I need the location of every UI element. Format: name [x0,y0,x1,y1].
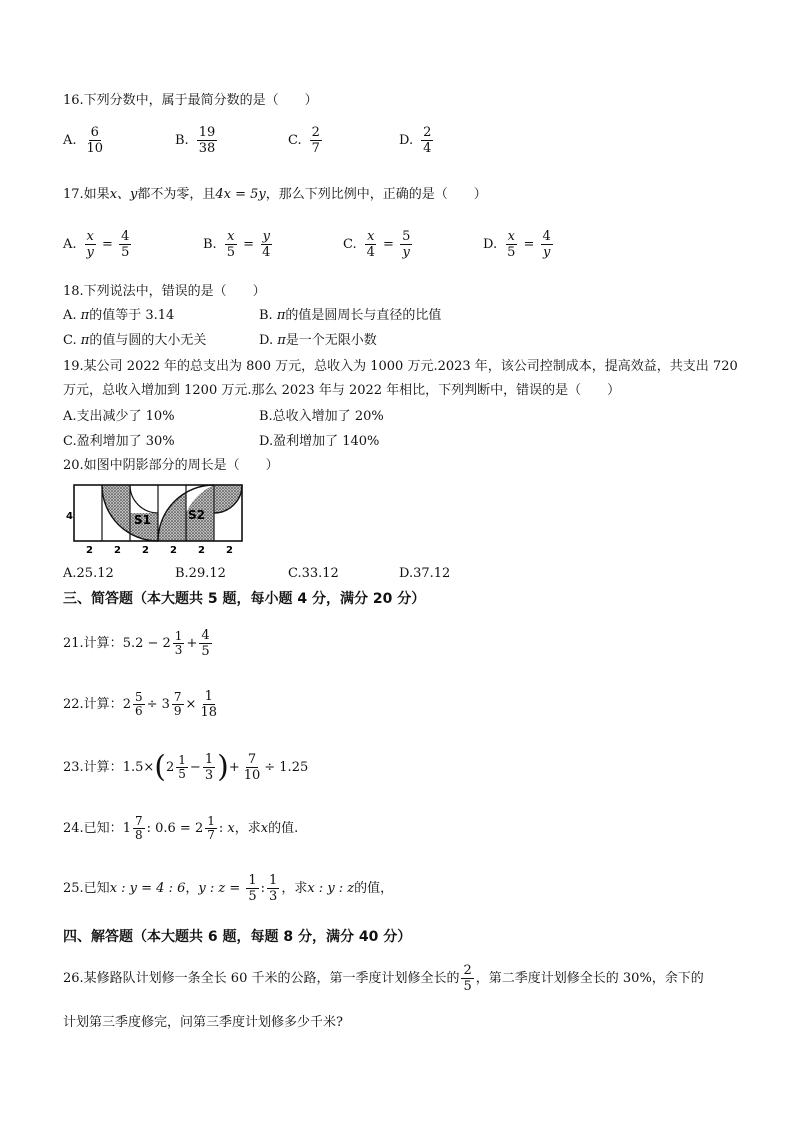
q19-line1: 19.某公司 2022 年的总支出为 800 万元，总收入为 1000 万元.2023 年，该公司控制成本，提高效益，共支出 720 [63,359,738,374]
q26-line2: 计划第三季度修完，问第三季度计划修多少千米? [63,1015,343,1030]
section-3-title: 三、简答题（本大题共 5 题，每小题 4 分，满分 20 分） [63,591,426,607]
q23: 23.计算：1.5×(2 $\frac{1}{5}$ − $\frac{1}{3}$ )+ $\frac{7}{10}$ ÷ 1.25 [63,749,309,785]
figure-bottom-label: 2 [198,545,205,556]
figure-bottom-label: 2 [226,545,233,556]
q20-option-d[interactable]: D.37.12 [399,566,451,581]
figure-region-label-s1: S1 [134,513,151,527]
q20-stem: 20.如图中阴影部分的周长是（ ） [63,458,279,473]
q16-option-d[interactable]: D. $\frac{2}{4}$ [399,125,432,156]
q20-option-b[interactable]: B.29.12 [175,566,226,581]
section-4-title: 四、解答题（本大题共 6 题，每题 8 分，满分 40 分） [63,929,412,945]
figure-bottom-label: 2 [86,545,93,556]
q16-option-b[interactable]: B. $\frac{19}{38}$ [175,125,216,156]
q17-option-b[interactable]: B. $\frac{x}{5}$ = $\frac{y}{4}$ [203,229,271,260]
q19-option-a[interactable]: A.支出减少了 10% [63,409,175,424]
q19-line2: 万元，总收入增加到 1200 万元.那么 2023 年与 2022 年相比，下列判断中，错误的是（ ） [63,383,621,398]
q17-option-c[interactable]: C. $\frac{x}{4}$ = $\frac{5}{y}$ [343,229,411,260]
q19-option-c[interactable]: C.盈利增加了 30% [63,434,175,449]
q25: 25.已知x : y = 4 : 6，y : z = $\frac{1}{5}$ : $\frac{1}{3}$ ，求x : y : z的值， [63,873,394,904]
q18-stem: 18.下列说法中，错误的是（ ） [63,284,266,299]
q21: 21.计算：5.2 − 2 $\frac{1}{3}$ + $\frac{4}{5}$ [63,628,210,659]
q20-option-c[interactable]: C.33.12 [288,566,339,581]
q16-stem: 16.下列分数中，属于最简分数的是（ ） [63,93,318,108]
q20-option-a[interactable]: A.25.12 [63,566,114,581]
q18-option-d[interactable]: D. π是一个无限小数 [259,333,377,348]
figure-bottom-label: 2 [142,545,149,556]
q22: 22.计算：2 $\frac{5}{6}$ ÷ 3 $\frac{7}{9}$ × $\frac{1}{18}$ [63,689,217,720]
q17-option-d[interactable]: D. $\frac{x}{5}$ = $\frac{4}{y}$ [483,229,551,260]
q17-stem: 17.如果x、y都不为零，且4x = 5y，那么下列比例中，正确的是（ ） [63,187,487,202]
q18-option-b[interactable]: B. π的值是圆周长与直径的比值 [259,308,442,323]
figure-bottom-label: 2 [114,545,121,556]
figure-side-label: 4 [66,511,73,522]
q18-option-c[interactable]: C. π的值与圆的大小无关 [63,333,207,348]
q19-option-b[interactable]: B.总收入增加了 20% [259,409,384,424]
q19-option-d[interactable]: D.盈利增加了 140% [259,434,380,449]
q18-option-a[interactable]: A. π的值等于 3.14 [63,308,175,323]
figure-bottom-label: 2 [170,545,177,556]
q20-figure [66,481,248,557]
figure-region-label-s2: S2 [188,508,205,522]
q16-option-a[interactable]: A. $\frac{6}{10}$ [63,125,104,156]
q26-line1: 26.某修路队计划修一条全长 60 千米的公路，第一季度计划修全长的 $\frac{2}{5}$ ，第二季度计划修全长的 30%，余下的 [63,963,704,994]
q24: 24.已知：1 $\frac{7}{8}$ : 0.6 = 2 $\frac{1}{7}$ : x，求x的值. [63,814,299,842]
q17-option-a[interactable]: A. $\frac{x}{y}$ = $\frac{4}{5}$ [63,229,130,260]
q16-option-c[interactable]: C. $\frac{2}{7}$ [288,125,320,156]
